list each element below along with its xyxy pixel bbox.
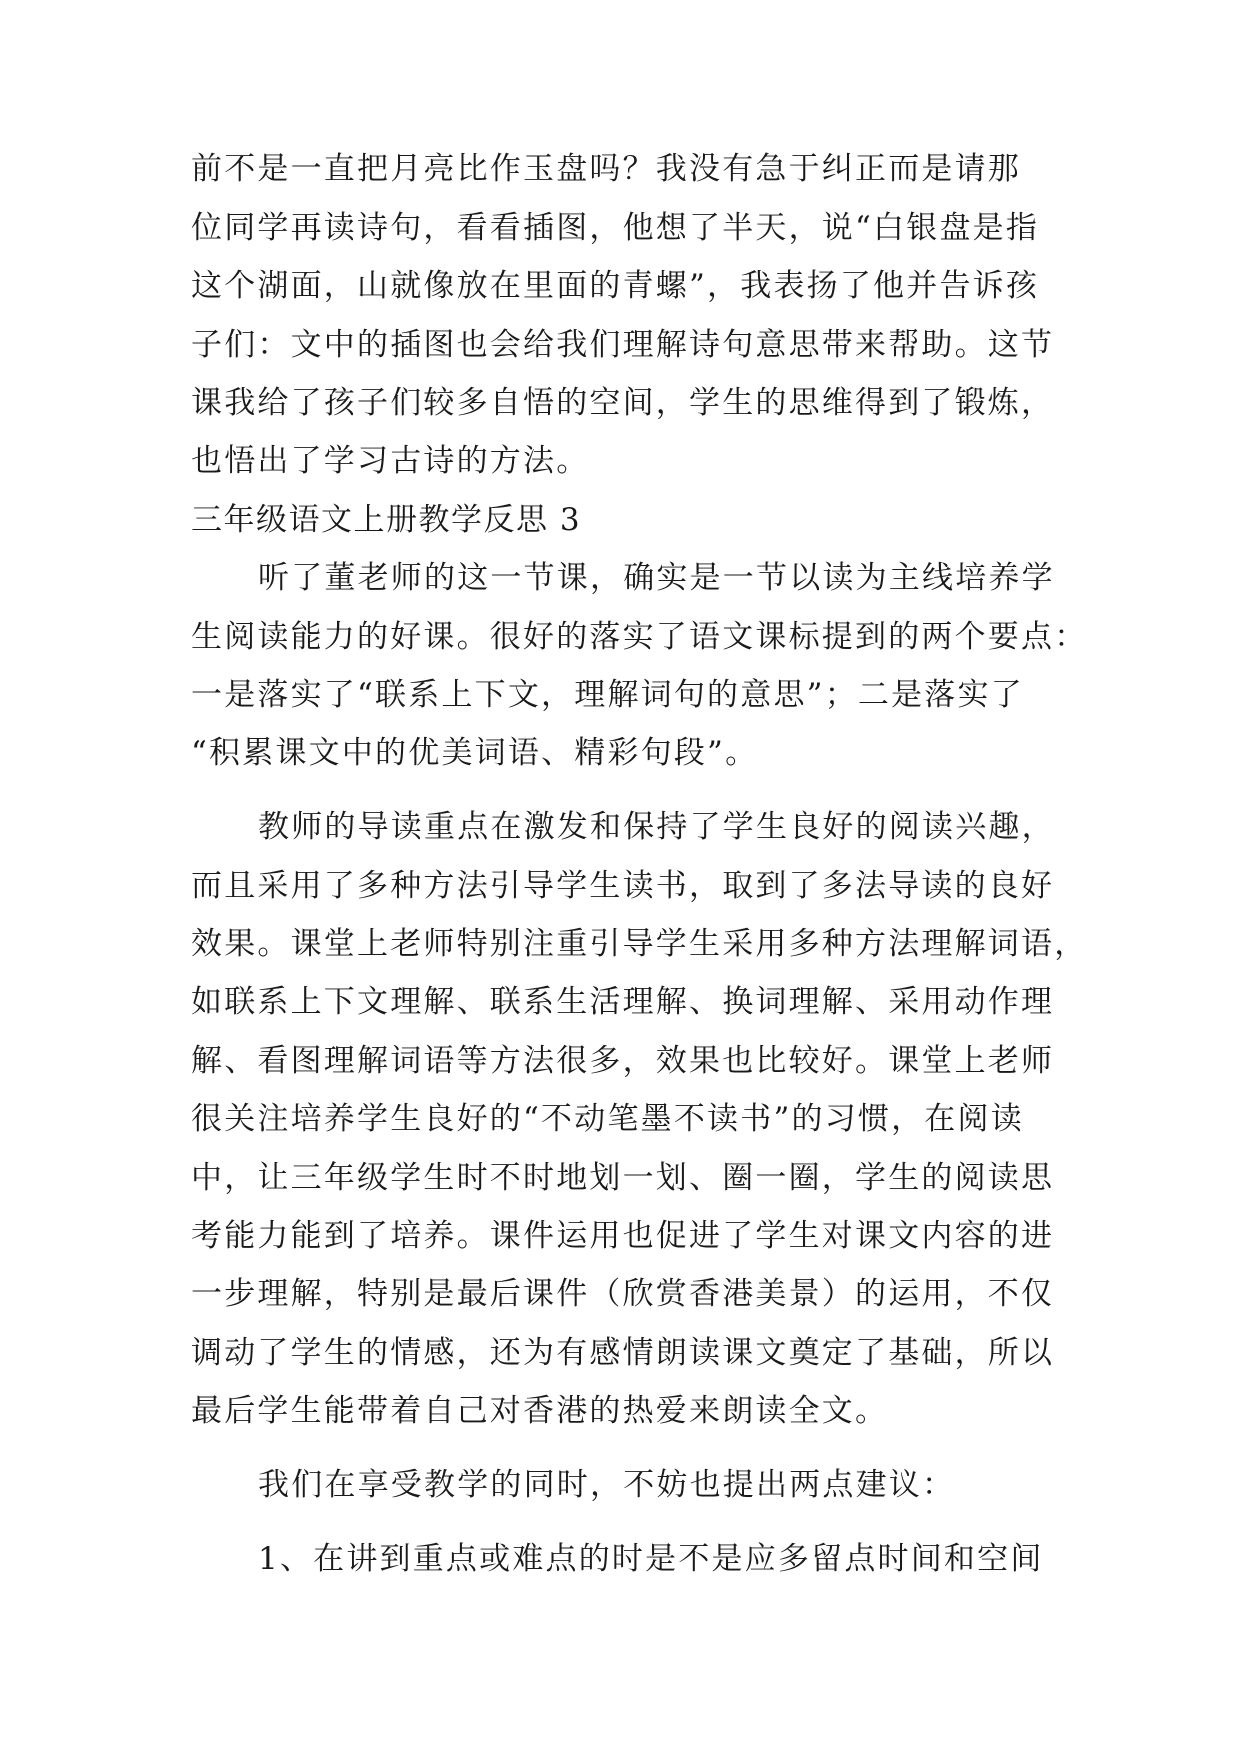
text-line: 一步理解，特别是最后课件（欣赏香港美景）的运用，不仅 — [191, 1276, 1055, 1312]
text-line: 解、看图理解词语等方法很多，效果也比较好。课堂上老师 — [191, 1043, 1055, 1079]
text-line: 而且采用了多种方法引导学生读书，取到了多法导读的良好 — [191, 868, 1055, 904]
text-line: 位同学再读诗句，看看插图，他想了半天，说“白银盘是指 — [191, 210, 1040, 246]
paragraph-start: 教师的导读重点在激发和保持了学生良好的阅读兴趣， — [258, 809, 1055, 845]
text-line: 前不是一直把月亮比作玉盘吗？我没有急于纠正而是请那 — [191, 151, 1021, 187]
section-heading: 三年级语文上册教学反思 3 — [191, 502, 582, 538]
text-line: 这个湖面，山就像放在里面的青螺”，我表扬了他并告诉孩 — [191, 268, 1040, 304]
text-line: 也悟出了学习古诗的方法。 — [191, 443, 590, 479]
text-line: 调动了学生的情感，还为有感情朗读课文奠定了基础，所以 — [191, 1335, 1055, 1371]
paragraph-start: 1、在讲到重点或难点的时是不是应多留点时间和空间 — [258, 1541, 1044, 1577]
text-line: 效果。课堂上老师特别注重引导学生采用多种方法理解词语， — [191, 926, 1088, 962]
text-line: 生阅读能力的好课。很好的落实了语文课标提到的两个要点： — [191, 619, 1088, 655]
paragraph-start: 听了董老师的这一节课，确实是一节以读为主线培养学 — [258, 560, 1055, 596]
text-line: 子们：文中的插图也会给我们理解诗句意思带来帮助。这节 — [191, 327, 1055, 363]
text-line: 一是落实了“联系上下文，理解词句的意思”；二是落实了 — [191, 677, 1024, 713]
text-line: 中，让三年级学生时不时地划一划、圈一圈，学生的阅读思 — [191, 1160, 1055, 1196]
paragraph-start: 我们在享受教学的同时，不妨也提出两点建议： — [258, 1467, 956, 1503]
text-line: 如联系上下文理解、联系生活理解、换词理解、采用动作理 — [191, 984, 1055, 1020]
text-line: 课我给了孩子们较多自悟的空间，学生的思维得到了锻炼， — [191, 385, 1055, 421]
text-line: 考能力能到了培养。课件运用也促进了学生对课文内容的进 — [191, 1218, 1055, 1254]
text-line: 很关注培养学生良好的“不动笔墨不读书”的习惯，在阅读 — [191, 1101, 1024, 1137]
text-line: “积累课文中的优美词语、精彩句段”。 — [191, 735, 759, 771]
text-line: 最后学生能带着自己对香港的热爱来朗读全文。 — [191, 1393, 889, 1429]
